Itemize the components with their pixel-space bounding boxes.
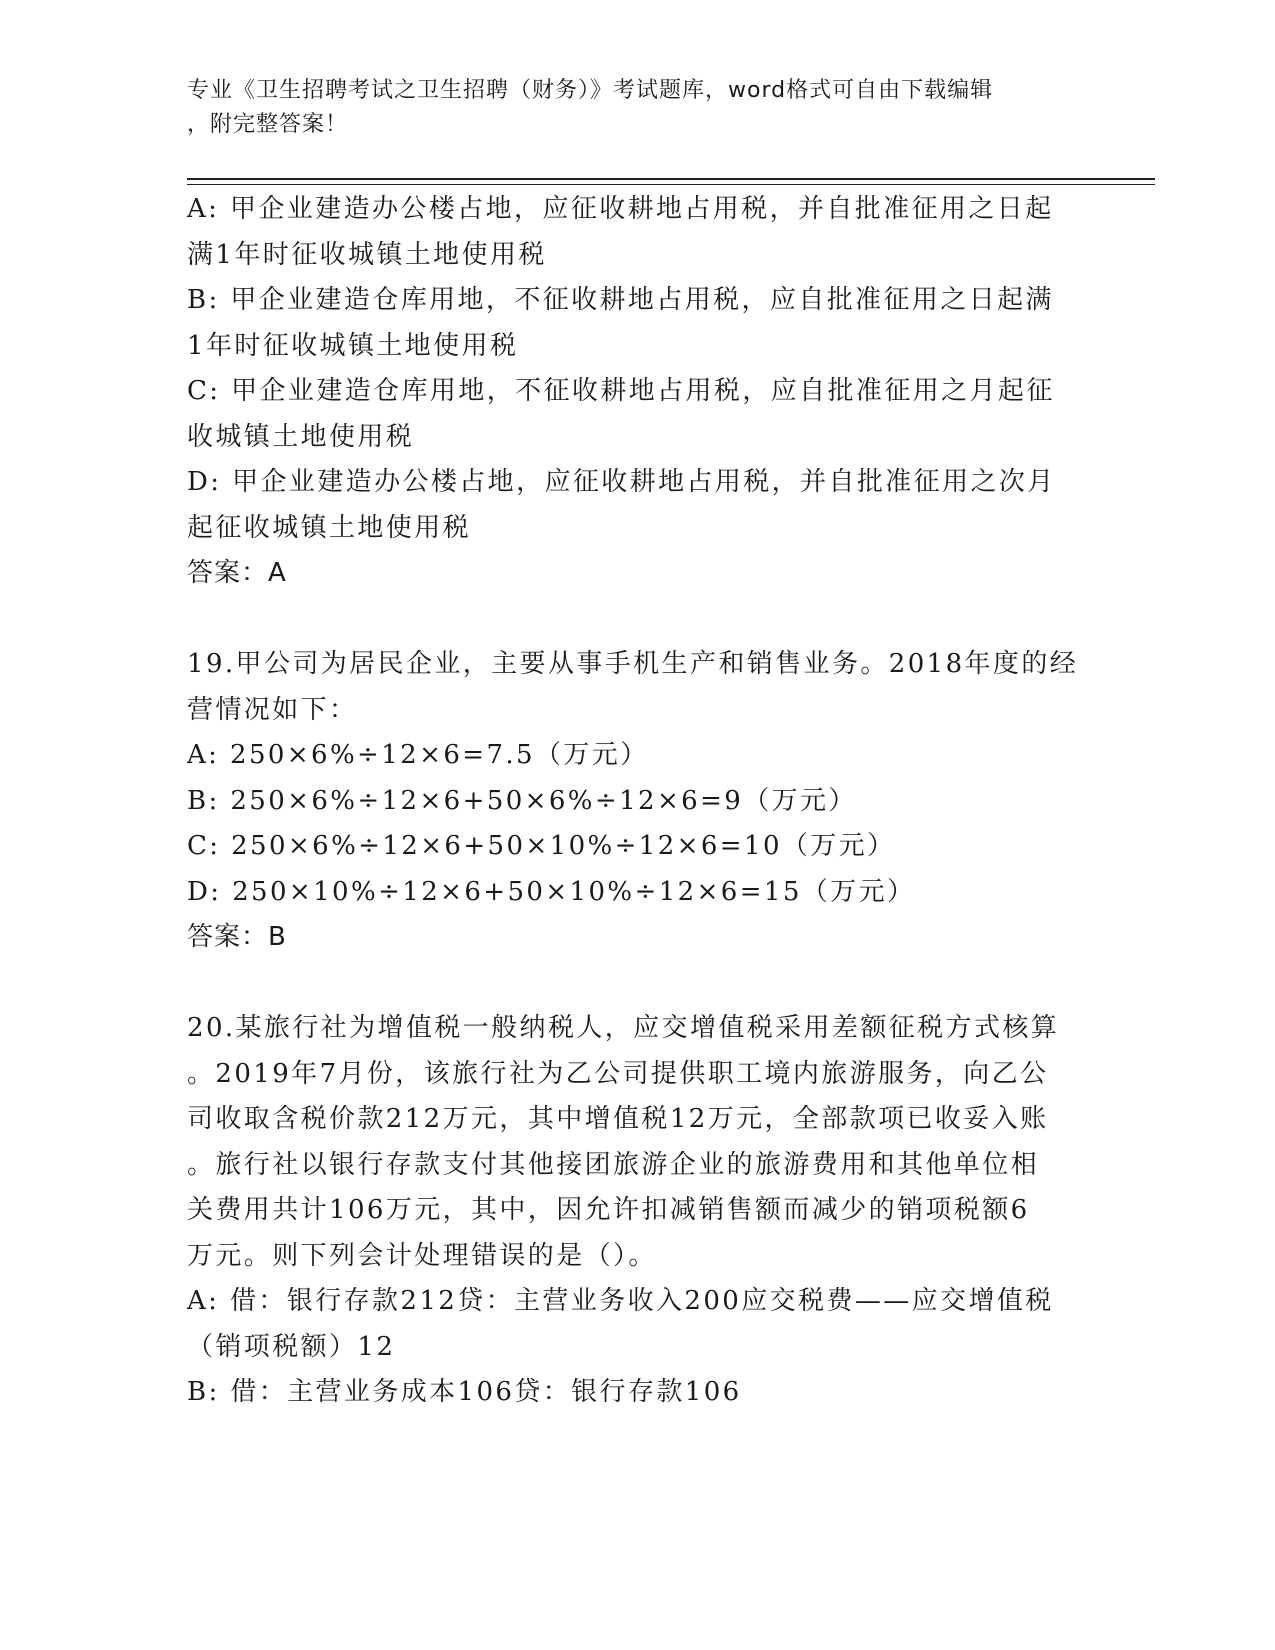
header-divider-thin — [187, 184, 1155, 185]
question-20-stem-line-6: 万元。则下列会计处理错误的是（）。 — [187, 1240, 657, 1271]
question-19-stem-line-1: 19.甲公司为居民企业，主要从事手机生产和销售业务。2018年度的经 — [187, 649, 1079, 679]
question-20-stem-line-4: 。旅行社以银行存款支付其他接团旅游企业的旅游费用和其他单位相 — [187, 1149, 1040, 1180]
spacer — [187, 961, 1087, 1007]
option-b: B: 250×6%÷12×6+50×6%÷12×6=9（万元） — [187, 785, 857, 816]
option-b-line-2: 1年时征收城镇土地使用税 — [187, 330, 519, 361]
option-a: A: 250×6%÷12×6=7.5（万元） — [187, 740, 649, 770]
question-20-stem-line-1: 20.某旅行社为增值税一般纳税人，应交增值税采用差额征税方式核算 — [187, 1013, 1060, 1043]
question-20 — [187, 1006, 1087, 1416]
answer-19: 答案：B — [187, 922, 287, 952]
answer-18: 答案：A — [187, 558, 287, 588]
option-d — [187, 460, 1087, 551]
option-b-line-1: B: 甲企业建造仓库用地，不征收耕地占用税，应自批准征用之日起满 — [187, 285, 1054, 315]
question-20-stem-line-2: 。2019年7月份，该旅行社为乙公司提供职工境内旅游服务，向乙公 — [187, 1058, 1049, 1089]
header-line-1: 专业《卫生招聘考试之卫生招聘（财务）》考试题库，word格式可自由下载编辑 — [187, 78, 994, 103]
option-b: B: 借：主营业务成本106贷：银行存款106 — [187, 1377, 742, 1407]
option-a-line-2: 满1年时征收城镇土地使用税 — [187, 239, 547, 270]
document-body — [187, 187, 1087, 1416]
question-20-stem-line-3: 司收取含税价款212万元，其中增值税12万元，全部款项已收妥入账 — [187, 1104, 1049, 1134]
option-c-line-2: 收城镇土地使用税 — [187, 421, 415, 452]
option-a — [187, 1279, 1087, 1370]
option-a-line-1: A: 甲企业建造办公楼占地，应征收耕地占用税，并自批准征用之日起 — [187, 194, 1054, 224]
document-header — [187, 74, 1067, 142]
question-18 — [187, 187, 1087, 597]
option-c: C: 250×6%÷12×6+50×10%÷12×6=10（万元） — [187, 831, 896, 861]
option-a-line-2: （销项税额）12 — [187, 1331, 396, 1362]
header-line-2: ，附完整答案！ — [187, 112, 349, 137]
option-c-line-1: C: 甲企业建造仓库用地，不征收耕地占用税，应自批准征用之月起征 — [187, 376, 1055, 406]
question-19 — [187, 642, 1087, 961]
option-a — [187, 187, 1087, 278]
option-c — [187, 369, 1087, 460]
question-20-stem-line-5: 关费用共计106万元，其中，因允许扣减销售额而减少的销项税额6 — [187, 1195, 1030, 1225]
option-d-line-2: 起征收城镇土地使用税 — [187, 512, 472, 543]
option-d: D: 250×10%÷12×6+50×10%÷12×6=15（万元） — [187, 876, 916, 907]
option-d-line-1: D: 甲企业建造办公楼占地，应征收耕地占用税，并自批准征用之次月 — [187, 467, 1056, 497]
option-a-line-1: A: 借：银行存款212贷：主营业务收入200应交税费——应交增值税 — [187, 1286, 1054, 1316]
option-b — [187, 278, 1087, 369]
spacer — [187, 597, 1087, 643]
question-19-stem-line-2: 营情况如下： — [187, 694, 358, 725]
header-divider-thick — [187, 178, 1155, 180]
